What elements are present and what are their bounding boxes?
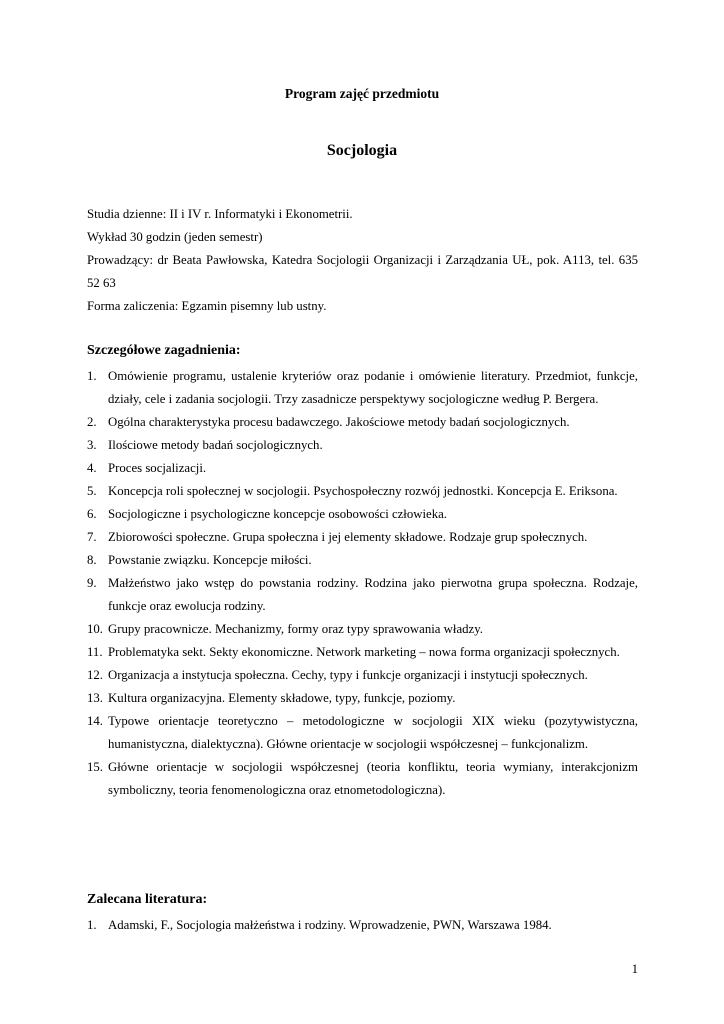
topics-list	[87, 365, 638, 802]
info-assessment: Forma zaliczenia: Egzamin pisemny lub ustny.	[87, 299, 327, 313]
literature-heading: Zalecana literatura:	[87, 892, 208, 907]
list-item: 10. Grupy pracownicze. Mechanizmy, formy oraz typy sprawowania władzy.	[87, 622, 483, 636]
list-item: 3. Ilościowe metody badań socjologicznych.	[87, 438, 323, 452]
list-item: 11. Problematyka sekt. Sekty ekonomiczne. Network marketing – nowa forma organizacji społecznych.	[87, 645, 620, 659]
topics-heading: Szczegółowe zagadnienia:	[87, 343, 241, 358]
course-info	[87, 203, 638, 318]
list-item: 2. Ogólna charakterystyka procesu badawczego. Jakościowe metody badań socjologicznych.	[87, 415, 570, 429]
list-item: 9. Małżeństwo jako wstęp do powstania rodziny. Rodzina jako pierwotna grupa społeczna. Rodzaje, funkcje oraz ewolucja rodziny.	[87, 576, 638, 613]
list-item: 4. Proces socjalizacji.	[87, 461, 207, 475]
page-number: 1	[631, 962, 638, 976]
list-item: 6. Socjologiczne i psychologiczne koncepcje osobowości człowieka.	[87, 507, 448, 521]
list-item: 13. Kultura organizacyjna. Elementy składowe, typy, funkcje, poziomy.	[87, 691, 456, 705]
literature-list	[87, 914, 638, 937]
course-title: Socjologia	[326, 142, 398, 159]
list-item: 14. Typowe orientacje teoretyczno – metodologiczne w socjologii XIX wieku (pozytywistyczna, humanistyczna, dialektyczna). Główne orientacje w socjologii współczesnej – funkcjonalizm.	[87, 714, 638, 751]
list-item: 1. Omówienie programu, ustalenie kryteriów oraz podanie i omówienie literatury. Przedmiot, funkcje, działy, cele i zadania socjologii. Trzy zasadnicze perspektywy socjologiczne według P. Bergera.	[87, 369, 638, 406]
list-item: 8. Powstanie związku. Koncepcje miłości.	[87, 553, 312, 567]
info-lecture-hours: Wykład 30 godzin (jeden semestr)	[87, 230, 263, 244]
list-item: 7. Zbiorowości społeczne. Grupa społeczna i jej elementy składowe. Rodzaje grup społecznych.	[87, 530, 588, 544]
list-item: 1. Adamski, F., Socjologia małżeństwa i rodziny. Wprowadzenie, PWN, Warszawa 1984.	[87, 918, 552, 932]
list-item: 5. Koncepcja roli społecznej w socjologii. Psychospołeczny rozwój jednostki. Koncepcja E. Eriksona.	[87, 484, 618, 498]
info-lecturer: Prowadzący: dr Beata Pawłowska, Katedra Socjologii Organizacji i Zarządzania UŁ, pok. A113, tel. 635 52 63	[87, 253, 638, 290]
info-studies: Studia dzienne: II i IV r. Informatyki i Ekonometrii.	[87, 207, 353, 221]
list-item: 15. Główne orientacje w socjologii współczesnej (teoria konfliktu, teoria wymiany, interakcjonizm symboliczny, teoria fenomenologiczna oraz etnometodologiczna).	[87, 760, 638, 797]
program-subtitle: Program zajęć przedmiotu	[284, 86, 440, 101]
list-item: 12. Organizacja a instytucja społeczna. Cechy, typy i funkcje organizacji i instytucji społecznych.	[87, 668, 588, 682]
